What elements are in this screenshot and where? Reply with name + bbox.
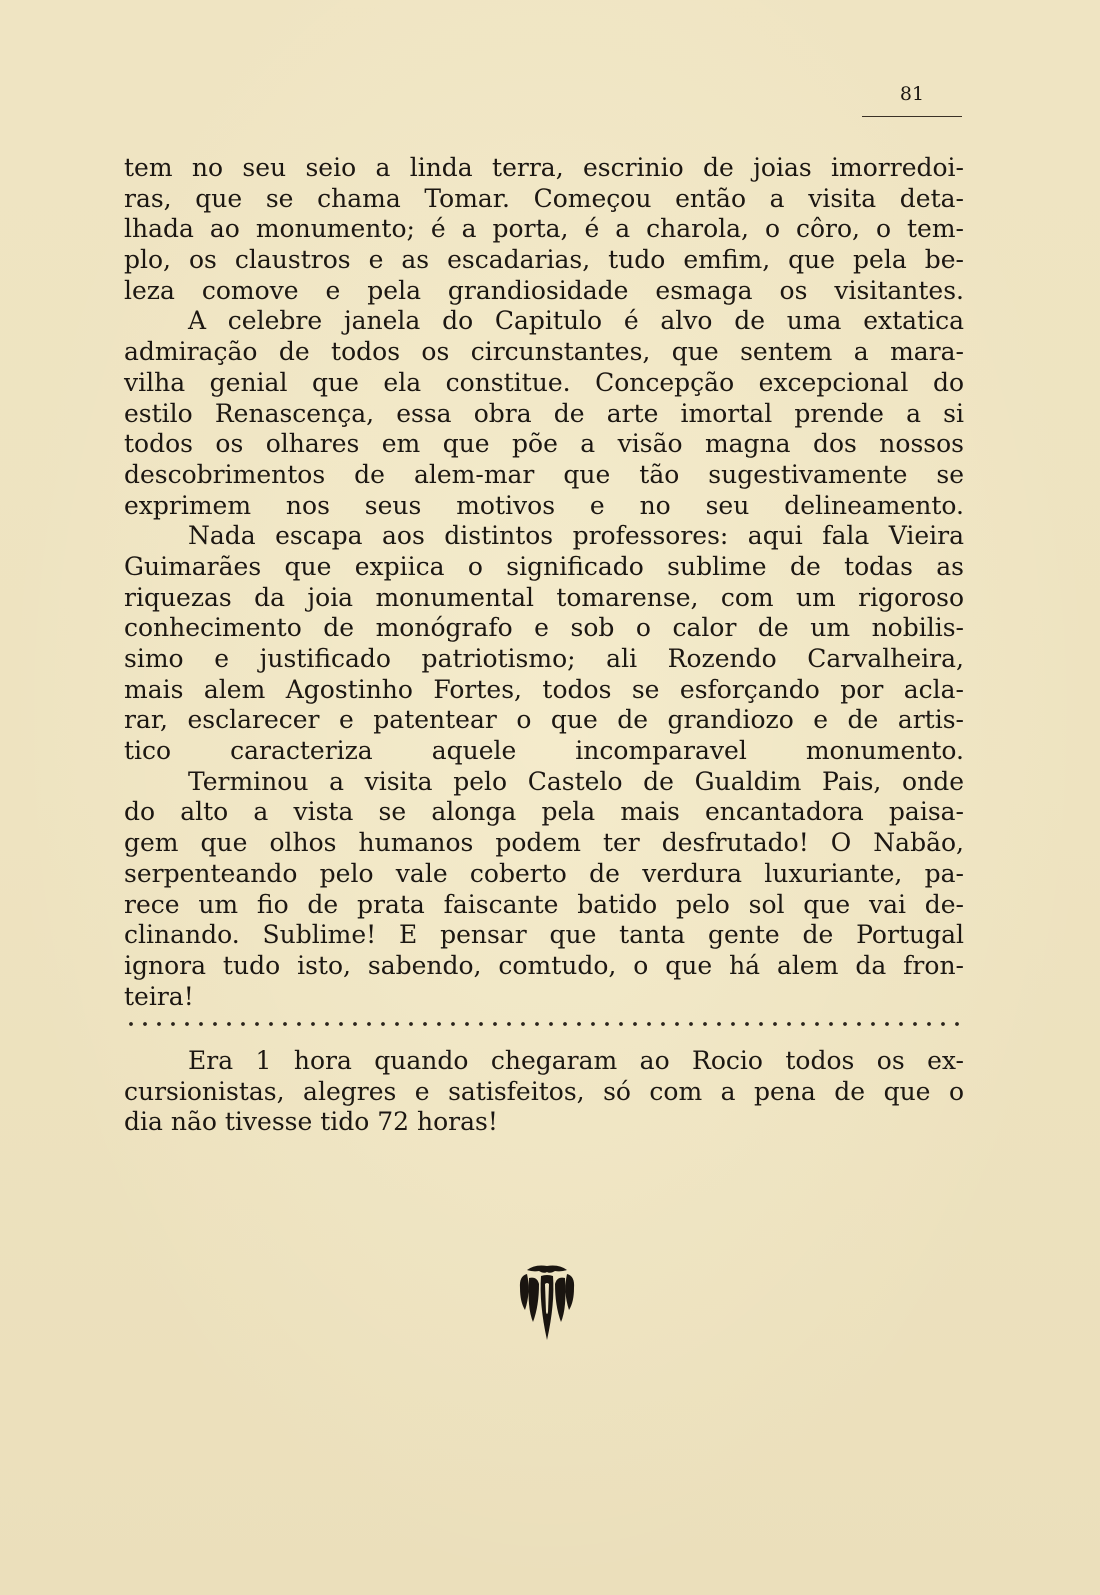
paragraph-5	[124, 1046, 964, 1138]
paragraph-4	[124, 767, 964, 1013]
text-line: mais alem Agostinho Fortes, todos se esforçando por acla-	[124, 674, 964, 704]
text-line: descobrimentos de alem-mar que tão sugestivamente se	[124, 459, 964, 489]
text-line: Era 1 hora quando chegaram ao Rocio todos os ex-	[188, 1046, 964, 1075]
text-line: tem no seu seio a linda terra, escrinio de joias imorredoi-	[124, 153, 964, 182]
text-line: clinando. Sublime! E pensar que tanta gente de Portugal	[124, 920, 964, 950]
text-line: Nada escapa aos distintos professores: aqui fala Vieira	[188, 521, 964, 551]
text-line: admiração de todos os circunstantes, que sentem a mara-	[124, 337, 964, 367]
text-line: rece um fio de prata faiscante batido pelo sol que vai de-	[124, 889, 964, 919]
text-line: lhada ao monumento; é a porta, é a charola, o côro, o tem-	[124, 214, 964, 244]
paragraph-1	[124, 153, 964, 306]
text-line: tico caracteriza aquele incomparavel monumento.	[124, 736, 964, 766]
main-text	[124, 153, 964, 1012]
text-line: ras, que se chama Tomar. Começou então a visita deta-	[124, 183, 964, 213]
dotted-separator	[124, 1018, 964, 1030]
text-line: A celebre janela do Capitulo é alvo de uma extatica	[188, 306, 964, 336]
text-line: plo, os claustros e as escadarias, tudo emfim, que pela be-	[124, 245, 964, 275]
text-line: ignora tudo isto, sabendo, comtudo, o que há alem da fron-	[124, 950, 964, 980]
text-line: teira!	[124, 981, 194, 1011]
text-line: serpenteando pelo vale coberto de verdura luxuriante, pa-	[124, 858, 964, 888]
text-line: vilha genial que ela constitue. Concepção excepcional do	[124, 367, 964, 397]
text-line: todos os olhares em que põe a visão magna dos nossos	[124, 429, 964, 459]
page-number: 81	[899, 83, 925, 105]
text-line: Terminou a visita pelo Castelo de Gualdim Pais, onde	[188, 766, 964, 796]
text-line: leza comove e pela grandiosidade esmaga os visitantes.	[124, 275, 964, 305]
text-line: Guimarães que expiica o significado sublime de todas as	[124, 551, 964, 581]
text-line: dia não tivesse tido 72 horas!	[124, 1107, 498, 1137]
text-line: cursionistas, alegres e satisfeitos, só com a pena de que o	[124, 1076, 964, 1106]
text-line: rar, esclarecer e patentear o que de grandiozo e de artis-	[124, 705, 964, 735]
text-line: estilo Renascença, essa obra de arte imortal prende a si	[124, 398, 964, 428]
text-line: riquezas da joia monumental tomarense, com um rigoroso	[124, 582, 964, 612]
text-line: exprimem nos seus motivos e no seu delineamento.	[124, 490, 964, 520]
text-line: gem que olhos humanos podem ter desfrutado! O Nabão,	[124, 828, 964, 858]
text-line: conhecimento de monógrafo e sob o calor de um nobilis-	[124, 613, 964, 643]
text-line: simo e justificado patriotismo; ali Rozendo Carvalheira,	[124, 644, 964, 673]
paragraph-3	[124, 521, 964, 767]
text-line: do alto a vista se alonga pela mais encantadora paisa-	[124, 797, 964, 827]
tailpiece-ornament-icon	[517, 1262, 577, 1342]
header-rule	[862, 116, 962, 117]
paragraph-2	[124, 306, 964, 521]
